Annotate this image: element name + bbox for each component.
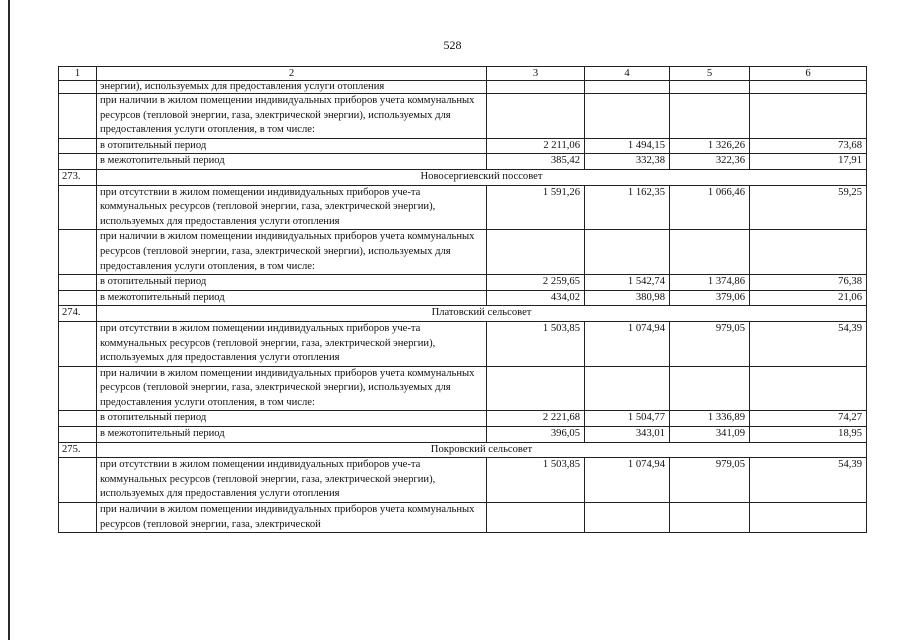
value-col-5 xyxy=(670,94,750,139)
row-number: 274. xyxy=(59,306,97,322)
table-row xyxy=(59,427,867,443)
value-col-3: 385,42 xyxy=(487,154,585,170)
column-header-4: 4 xyxy=(585,67,670,81)
value-col-5: 322,36 xyxy=(670,154,750,170)
value-col-3 xyxy=(487,503,585,533)
row-number-cell xyxy=(59,458,97,503)
value-col-5 xyxy=(670,503,750,533)
tariff-table xyxy=(58,66,867,533)
value-col-4 xyxy=(585,503,670,533)
description-cell: при наличии в жилом помещении индивидуальных приборов учета коммунальных ресурсов (тепловой энергии, газа, электрической энергии), используемых для предоставления услуги отопления, в том числе: xyxy=(97,366,487,411)
value-col-6 xyxy=(750,94,867,139)
section-title: Новосергиевский поссовет xyxy=(97,169,867,185)
value-col-5: 341,09 xyxy=(670,427,750,443)
row-number: 273. xyxy=(59,169,97,185)
value-col-3: 434,02 xyxy=(487,290,585,306)
value-col-5: 1 336,89 xyxy=(670,411,750,427)
value-col-6: 54,39 xyxy=(750,321,867,366)
value-col-5 xyxy=(670,230,750,275)
value-col-5 xyxy=(670,81,750,94)
row-number-cell xyxy=(59,290,97,306)
description-cell: в межотопительный период xyxy=(97,290,487,306)
value-col-6: 17,91 xyxy=(750,154,867,170)
row-number: 275. xyxy=(59,442,97,458)
row-number-cell xyxy=(59,230,97,275)
column-header-2: 2 xyxy=(97,67,487,81)
table-row xyxy=(59,94,867,139)
column-header-6: 6 xyxy=(750,67,867,81)
value-col-3: 1 503,85 xyxy=(487,458,585,503)
value-col-3 xyxy=(487,94,585,139)
description-cell: при наличии в жилом помещении индивидуальных приборов учета коммунальных ресурсов (тепловой энергии, газа, электрической энергии), используемых для предоставления услуги отопления, в том числе: xyxy=(97,230,487,275)
value-col-5: 1 066,46 xyxy=(670,185,750,230)
table-row xyxy=(59,138,867,154)
table-row xyxy=(59,185,867,230)
value-col-3: 396,05 xyxy=(487,427,585,443)
table-row xyxy=(59,290,867,306)
value-col-6: 59,25 xyxy=(750,185,867,230)
table-header-row xyxy=(59,67,867,81)
value-col-3: 1 503,85 xyxy=(487,321,585,366)
value-col-3: 2 259,65 xyxy=(487,275,585,291)
value-col-4 xyxy=(585,366,670,411)
description-cell: при наличии в жилом помещении индивидуальных приборов учета коммунальных ресурсов (тепловой энергии, газа, электрической xyxy=(97,503,487,533)
value-col-4: 343,01 xyxy=(585,427,670,443)
table-row xyxy=(59,503,867,533)
table-row xyxy=(59,230,867,275)
value-col-4 xyxy=(585,81,670,94)
table-row xyxy=(59,458,867,503)
row-number-cell xyxy=(59,185,97,230)
row-number-cell xyxy=(59,321,97,366)
description-cell: при отсутствии в жилом помещении индивидуальных приборов уче-та коммунальных ресурсов (тепловой энергии, газа, электрической энергии), используемых для предоставления услуги отопления xyxy=(97,458,487,503)
value-col-3: 2 211,06 xyxy=(487,138,585,154)
section-row xyxy=(59,169,867,185)
description-cell: в отопительный период xyxy=(97,275,487,291)
description-cell: при отсутствии в жилом помещении индивидуальных приборов уче-та коммунальных ресурсов (тепловой энергии, газа, электрической энергии), используемых для предоставления услуги отопления xyxy=(97,185,487,230)
row-number-cell xyxy=(59,366,97,411)
section-title: Покровский сельсовет xyxy=(97,442,867,458)
value-col-4: 380,98 xyxy=(585,290,670,306)
value-col-4: 1 504,77 xyxy=(585,411,670,427)
row-number-cell xyxy=(59,138,97,154)
value-col-4: 1 542,74 xyxy=(585,275,670,291)
column-header-1: 1 xyxy=(59,67,97,81)
scan-edge-line xyxy=(8,0,10,640)
description-cell: в межотопительный период xyxy=(97,154,487,170)
row-number-cell xyxy=(59,275,97,291)
value-col-4: 1 494,15 xyxy=(585,138,670,154)
value-col-6 xyxy=(750,366,867,411)
description-cell: при отсутствии в жилом помещении индивидуальных приборов уче-та коммунальных ресурсов (тепловой энергии, газа, электрической энергии), используемых для предоставления услуги отопления xyxy=(97,321,487,366)
value-col-5: 979,05 xyxy=(670,321,750,366)
value-col-6: 18,95 xyxy=(750,427,867,443)
table-row xyxy=(59,81,867,94)
section-row xyxy=(59,306,867,322)
row-number-cell xyxy=(59,81,97,94)
page-number: 528 xyxy=(443,38,462,52)
value-col-6: 21,06 xyxy=(750,290,867,306)
value-col-6 xyxy=(750,230,867,275)
value-col-5: 979,05 xyxy=(670,458,750,503)
table-row xyxy=(59,275,867,291)
table-row xyxy=(59,154,867,170)
description-cell: при наличии в жилом помещении индивидуальных приборов учета коммунальных ресурсов (тепловой энергии, газа, электрической энергии), используемых для предоставления услуги отопления, в том числе: xyxy=(97,94,487,139)
description-cell: в отопительный период xyxy=(97,138,487,154)
value-col-4: 1 074,94 xyxy=(585,458,670,503)
row-number-cell xyxy=(59,154,97,170)
description-cell: в межотопительный период xyxy=(97,427,487,443)
value-col-3 xyxy=(487,366,585,411)
value-col-3: 1 591,26 xyxy=(487,185,585,230)
description-cell: в отопительный период xyxy=(97,411,487,427)
value-col-4: 1 074,94 xyxy=(585,321,670,366)
value-col-6: 54,39 xyxy=(750,458,867,503)
table-row xyxy=(59,411,867,427)
column-header-3: 3 xyxy=(487,67,585,81)
row-number-cell xyxy=(59,411,97,427)
value-col-6 xyxy=(750,503,867,533)
table-body xyxy=(59,67,867,533)
value-col-6: 74,27 xyxy=(750,411,867,427)
value-col-5 xyxy=(670,366,750,411)
value-col-6: 73,68 xyxy=(750,138,867,154)
value-col-3: 2 221,68 xyxy=(487,411,585,427)
value-col-6 xyxy=(750,81,867,94)
row-number-cell xyxy=(59,94,97,139)
row-number-cell xyxy=(59,503,97,533)
section-row xyxy=(59,442,867,458)
value-col-3 xyxy=(487,230,585,275)
row-number-cell xyxy=(59,427,97,443)
value-col-5: 1 326,26 xyxy=(670,138,750,154)
value-col-5: 1 374,86 xyxy=(670,275,750,291)
column-header-5: 5 xyxy=(670,67,750,81)
value-col-5: 379,06 xyxy=(670,290,750,306)
table-row xyxy=(59,366,867,411)
value-col-3 xyxy=(487,81,585,94)
value-col-4 xyxy=(585,94,670,139)
value-col-4 xyxy=(585,230,670,275)
value-col-6: 76,38 xyxy=(750,275,867,291)
value-col-4: 1 162,35 xyxy=(585,185,670,230)
table-row xyxy=(59,321,867,366)
value-col-4: 332,38 xyxy=(585,154,670,170)
description-cell: энергии), используемых для предоставления услуги отопления xyxy=(97,81,487,94)
section-title: Платовский сельсовет xyxy=(97,306,867,322)
